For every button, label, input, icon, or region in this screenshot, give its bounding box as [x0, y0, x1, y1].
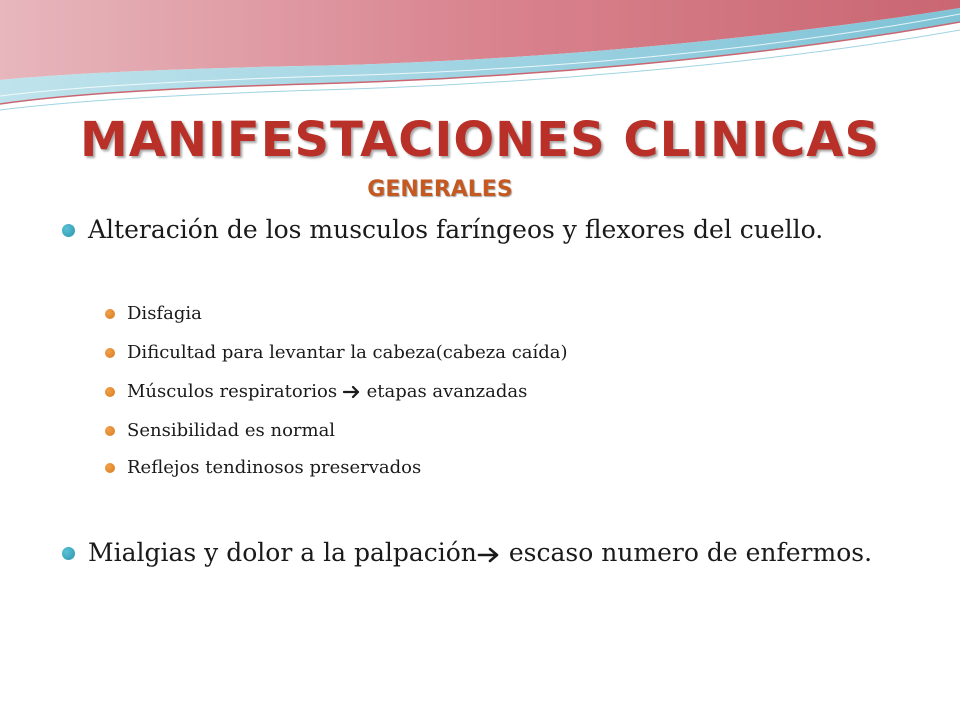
sub-bullet-item	[127, 302, 827, 326]
bullet-text-before: Mialgias y dolor a la palpación	[88, 538, 477, 567]
sub-bullet-item	[127, 380, 827, 404]
sub-bullet-text-before: Músculos respiratorios	[127, 381, 338, 402]
sub-bullet-dot-icon	[105, 348, 115, 358]
bullet-item	[88, 212, 878, 248]
sub-bullet-dot-icon	[105, 426, 115, 436]
sub-bullet-text: Reflejos tendinosos preservados	[127, 457, 422, 478]
bullet-item	[88, 535, 878, 571]
sub-bullet-item	[127, 341, 827, 365]
sub-bullet-dot-icon	[105, 309, 115, 319]
sub-bullet-dot-icon	[105, 387, 115, 397]
sub-bullet-item	[127, 456, 827, 480]
bullet-text: Alteración de los musculos faríngeos y flexores del cuello.	[88, 215, 824, 244]
sub-bullet-text: Dificultad para levantar la cabeza(cabeza caída)	[127, 342, 568, 363]
sub-bullet-text: Disfagia	[127, 303, 202, 324]
bullet-text-after: escaso numero de enfermos.	[508, 538, 873, 567]
sub-bullet-text-after: etapas avanzadas	[366, 381, 528, 402]
slide-title: MANIFESTACIONES CLINICAS	[79, 112, 881, 168]
right-arrow-icon	[477, 546, 501, 564]
bullet-dot-icon	[62, 547, 75, 560]
slide-subtitle: GENERALES	[367, 177, 513, 202]
sub-bullet-text: Sensibilidad es normal	[127, 420, 336, 441]
right-arrow-icon	[343, 385, 361, 399]
sub-bullet-item	[127, 419, 827, 443]
sub-bullet-dot-icon	[105, 463, 115, 473]
bullet-dot-icon	[62, 224, 75, 237]
